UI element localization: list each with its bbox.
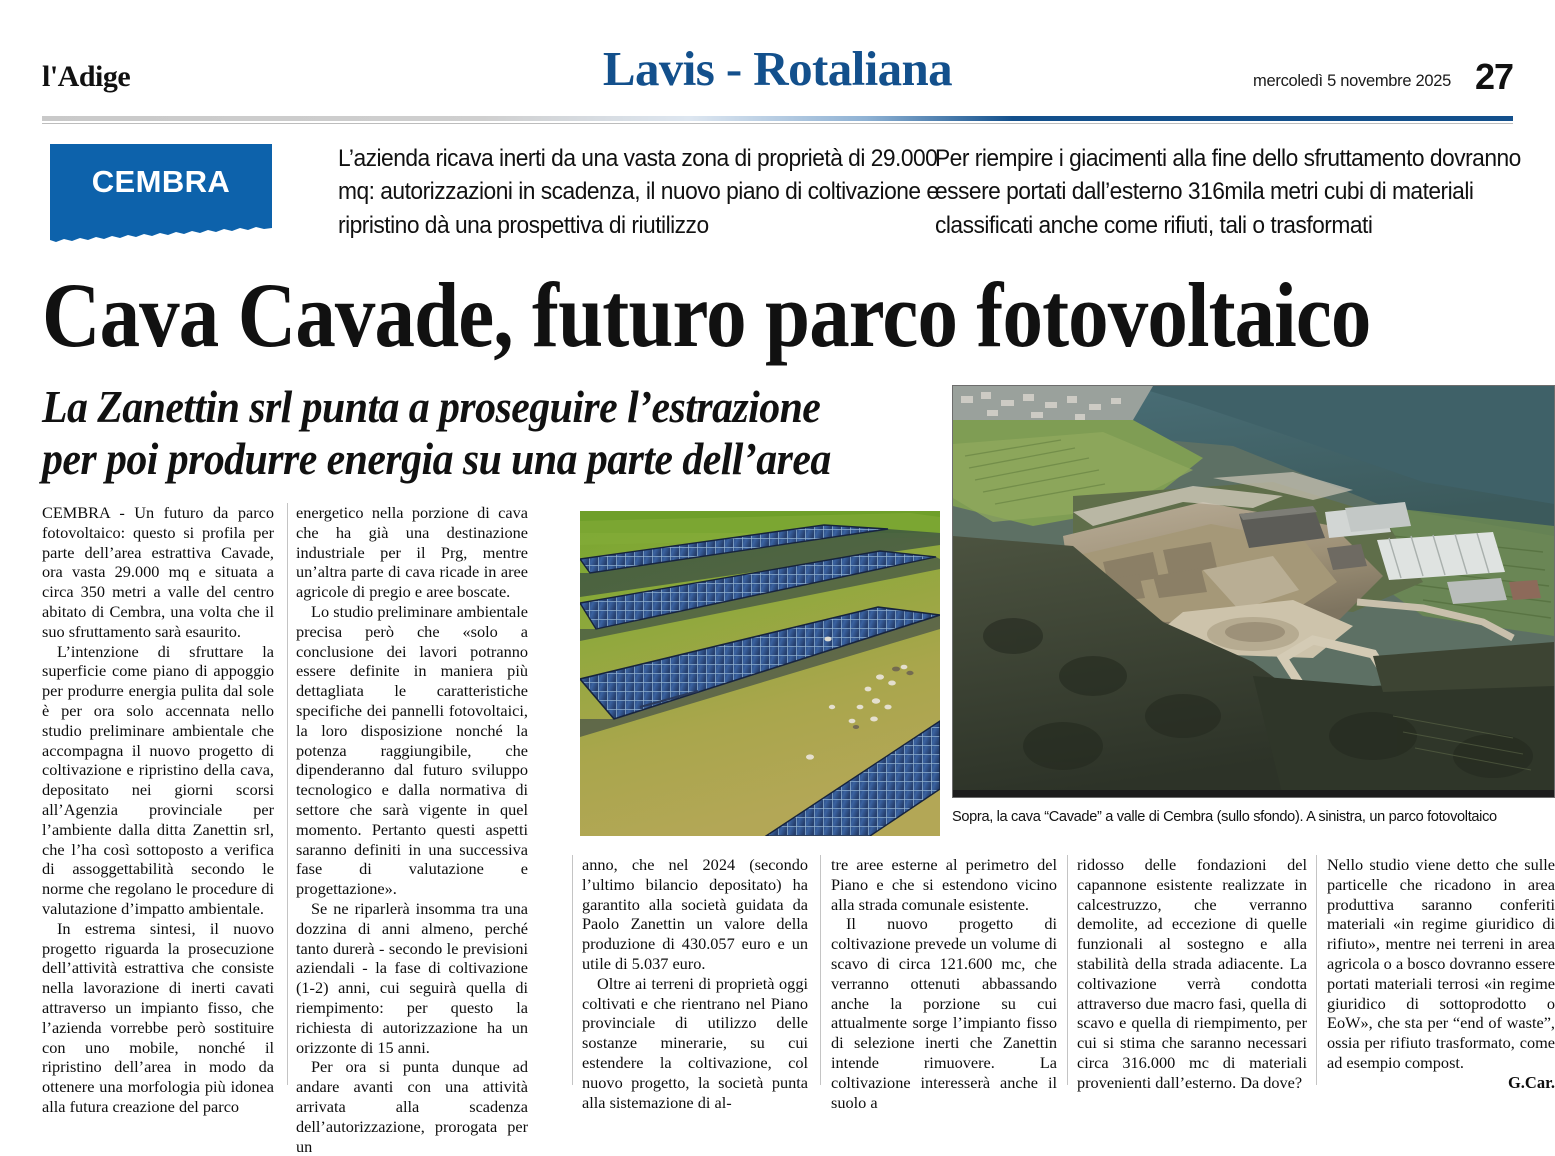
- paragraph: ridosso delle fondazioni del capannone esistente realizzate in calcestruzzo, che verranno demolite, ad eccezione di quelle funzionali al sostegno e alla stabilità della strada adiacente. La coltivazione verrà condotta attraverso due macro fasi, quella di scavo e quella di riempimento, per cui si stima che saranno necessari circa 316.000 mc di materiali provenienti dall’esterno. Da dove?: [1077, 855, 1307, 1092]
- body-column-1: [42, 503, 274, 1117]
- paragraph: anno, che nel 2024 (secondo l’ultimo bilancio depositato) ha garantito alla società guidata da Paolo Zanettin un valore della produzione di 430.057 euro e un utile di 5.037 euro.: [582, 855, 808, 973]
- paragraph: L’intenzione di sfruttare la superficie come piano di appoggio per produrre energia pulita dal sole è per ora solo accennata nello studio preliminare ambientale che accompagna il nuovo progetto di coltivazione e ripristino della cava, depositato nei giorni scorsi all’Agenzia provinciale per l’ambiente dalla ditta Zanettin srl, che l’ha così sottoposto a verifica di assoggettabilità secondo le norme che regolano le procedure di valutazione d’impatto ambientale.: [42, 641, 274, 918]
- article-subhead: La Zanettin srl punta a proseguire l’estrazione per poi produrre energia su una parte dell’area: [42, 382, 831, 484]
- paragraph: Nello studio viene detto che sulle particelle che ricadono in area produttiva saranno conferiti materiali «in regime giuridico di rifiuto», mentre nei terreni in area agricola o a bosco dovranno essere portati materiali terrosi «in regime giuridico di sottoprodotto o EoW», che sta per “end of waste”, ossia per rifiuto trasformato, come ad esempio compost.: [1327, 855, 1555, 1072]
- masthead-thin-rule: [42, 123, 1513, 124]
- paragraph: Il nuovo progetto di coltivazione prevede un volume di scavo di circa 121.600 mc, che verranno ottenuti abbassando anche la porzione su cui attualmente sorge l’impianto fisso di selezione inerti che Zanettin intende rimuovere. La coltivazione interesserà anche il suolo a: [831, 914, 1057, 1112]
- kicker-right: Per riempire i giacimenti alla fine dello sfruttamento dovranno essere portati dall’esterno 316mila metri cubi di materiali classificati anche come rifiuti, tali o trasformati: [935, 145, 1521, 239]
- column-rule: [287, 503, 288, 1085]
- column-rule: [1067, 855, 1068, 1085]
- body-column-4: [831, 855, 1057, 1112]
- article-body: [42, 503, 1555, 1156]
- column-rule: [572, 855, 573, 1085]
- kicker-left: L’azienda ricava inerti da una vasta zona di proprietà di 29.000 mq: autorizzazioni in scadenza, il nuovo piano di coltivazione e ripristino dà una prospettiva di riutilizzo: [338, 145, 939, 239]
- body-column-3: [582, 855, 808, 1112]
- paragraph: Se ne riparlerà insomma tra una dozzina di anni almeno, perché tanto durerà - secondo le previsioni aziendali - la fase di coltivazione (1-2) anni, cui seguirà quella di riempimento: per questo la richiesta di autorizzazione ha un orizzonte di 15 anni.: [296, 898, 528, 1057]
- body-column-6: [1327, 855, 1555, 1093]
- publication-logo: l'Adige: [42, 60, 131, 93]
- quarry-aerial-image: [953, 386, 1554, 797]
- article-headline: Cava Cavade, futuro parco fotovoltaico: [42, 264, 1371, 366]
- paragraph: tre aree esterne al perimetro del Piano e che si estendono vicino alla strada comunale esistente.: [831, 855, 1057, 914]
- solar-farm-image: [580, 511, 940, 836]
- column-rule: [820, 855, 821, 1085]
- paragraph: Lo studio preliminare ambientale precisa però che «solo a conclusione dei lavori potranno essere definite in maniera più dettagliata le caratteristiche specifiche dei pannelli fotovoltaici, la loro disposizione nonché la potenza raggiungibile, che dipenderanno dal futuro sviluppo tecnologico e dalla normativa di settore che sarà vigente in quel momento. Pertanto questi aspetti saranno definiti in una successiva fase di valutazione e progettazione».: [296, 601, 528, 899]
- photo-solar-farm: [580, 511, 940, 836]
- page-number: 27: [1474, 56, 1513, 97]
- masthead: [42, 34, 1513, 112]
- column-rule: [1316, 855, 1317, 1085]
- paragraph: Oltre ai terreni di proprietà oggi coltivati e che rientrano nel Piano provinciale di utilizzo delle sostanze minerarie, su cui estendere la coltivazione, col nuovo progetto, la società punta alla sistemazione di al-: [582, 973, 808, 1112]
- paragraph: CEMBRA - Un futuro da parco fotovoltaico: questo si profila per parte dell’area estrattiva Cavade, ora vasta 29.000 mq e situata a circa 350 metri a valle del centro abitato di Cembra, una volta che il suo sfruttamento sarà esaurito.: [42, 503, 274, 641]
- masthead-gradient-rule: [42, 116, 1513, 121]
- badge-torn-edge-icon: [50, 216, 272, 246]
- paragraph: Per ora si punta dunque ad andare avanti con una attività arrivata alla scadenza dell’autorizzazione, prorogata per un: [296, 1057, 528, 1156]
- paragraph: energetico nella porzione di cava che ha già una destinazione industriale per il Prg, mentre un’altra parte di cava ricade in aree agricole di pregio e aree boscate.: [296, 503, 528, 602]
- location-badge: [50, 144, 272, 240]
- kicker-row: [42, 142, 1521, 254]
- body-column-5: [1077, 855, 1307, 1093]
- publication-date: mercoledì 5 novembre 2025: [1253, 72, 1451, 90]
- article-byline: G.Car.: [1507, 1072, 1555, 1092]
- photo-quarry: [952, 385, 1555, 798]
- badge-label: CEMBRA: [91, 164, 231, 199]
- paragraph: In estrema sintesi, il nuovo progetto riguarda la prosecuzione dell’attività estrattiva che consiste nella lavorazione di inerti cavati attraverso un impianto fisso, che l’azienda vorrebbe però sostituire con uno mobile, nonché il ripristino dell’area in modo da ottenere una morfologia più idonea alla futura creazione del parco: [42, 918, 274, 1116]
- photo-caption: Sopra, la cava “Cavade” a valle di Cembra (sullo sfondo). A sinistra, un parco fotovoltaico: [952, 808, 1497, 825]
- section-title: Lavis - Rotaliana: [602, 41, 953, 96]
- body-column-2: [296, 503, 528, 1156]
